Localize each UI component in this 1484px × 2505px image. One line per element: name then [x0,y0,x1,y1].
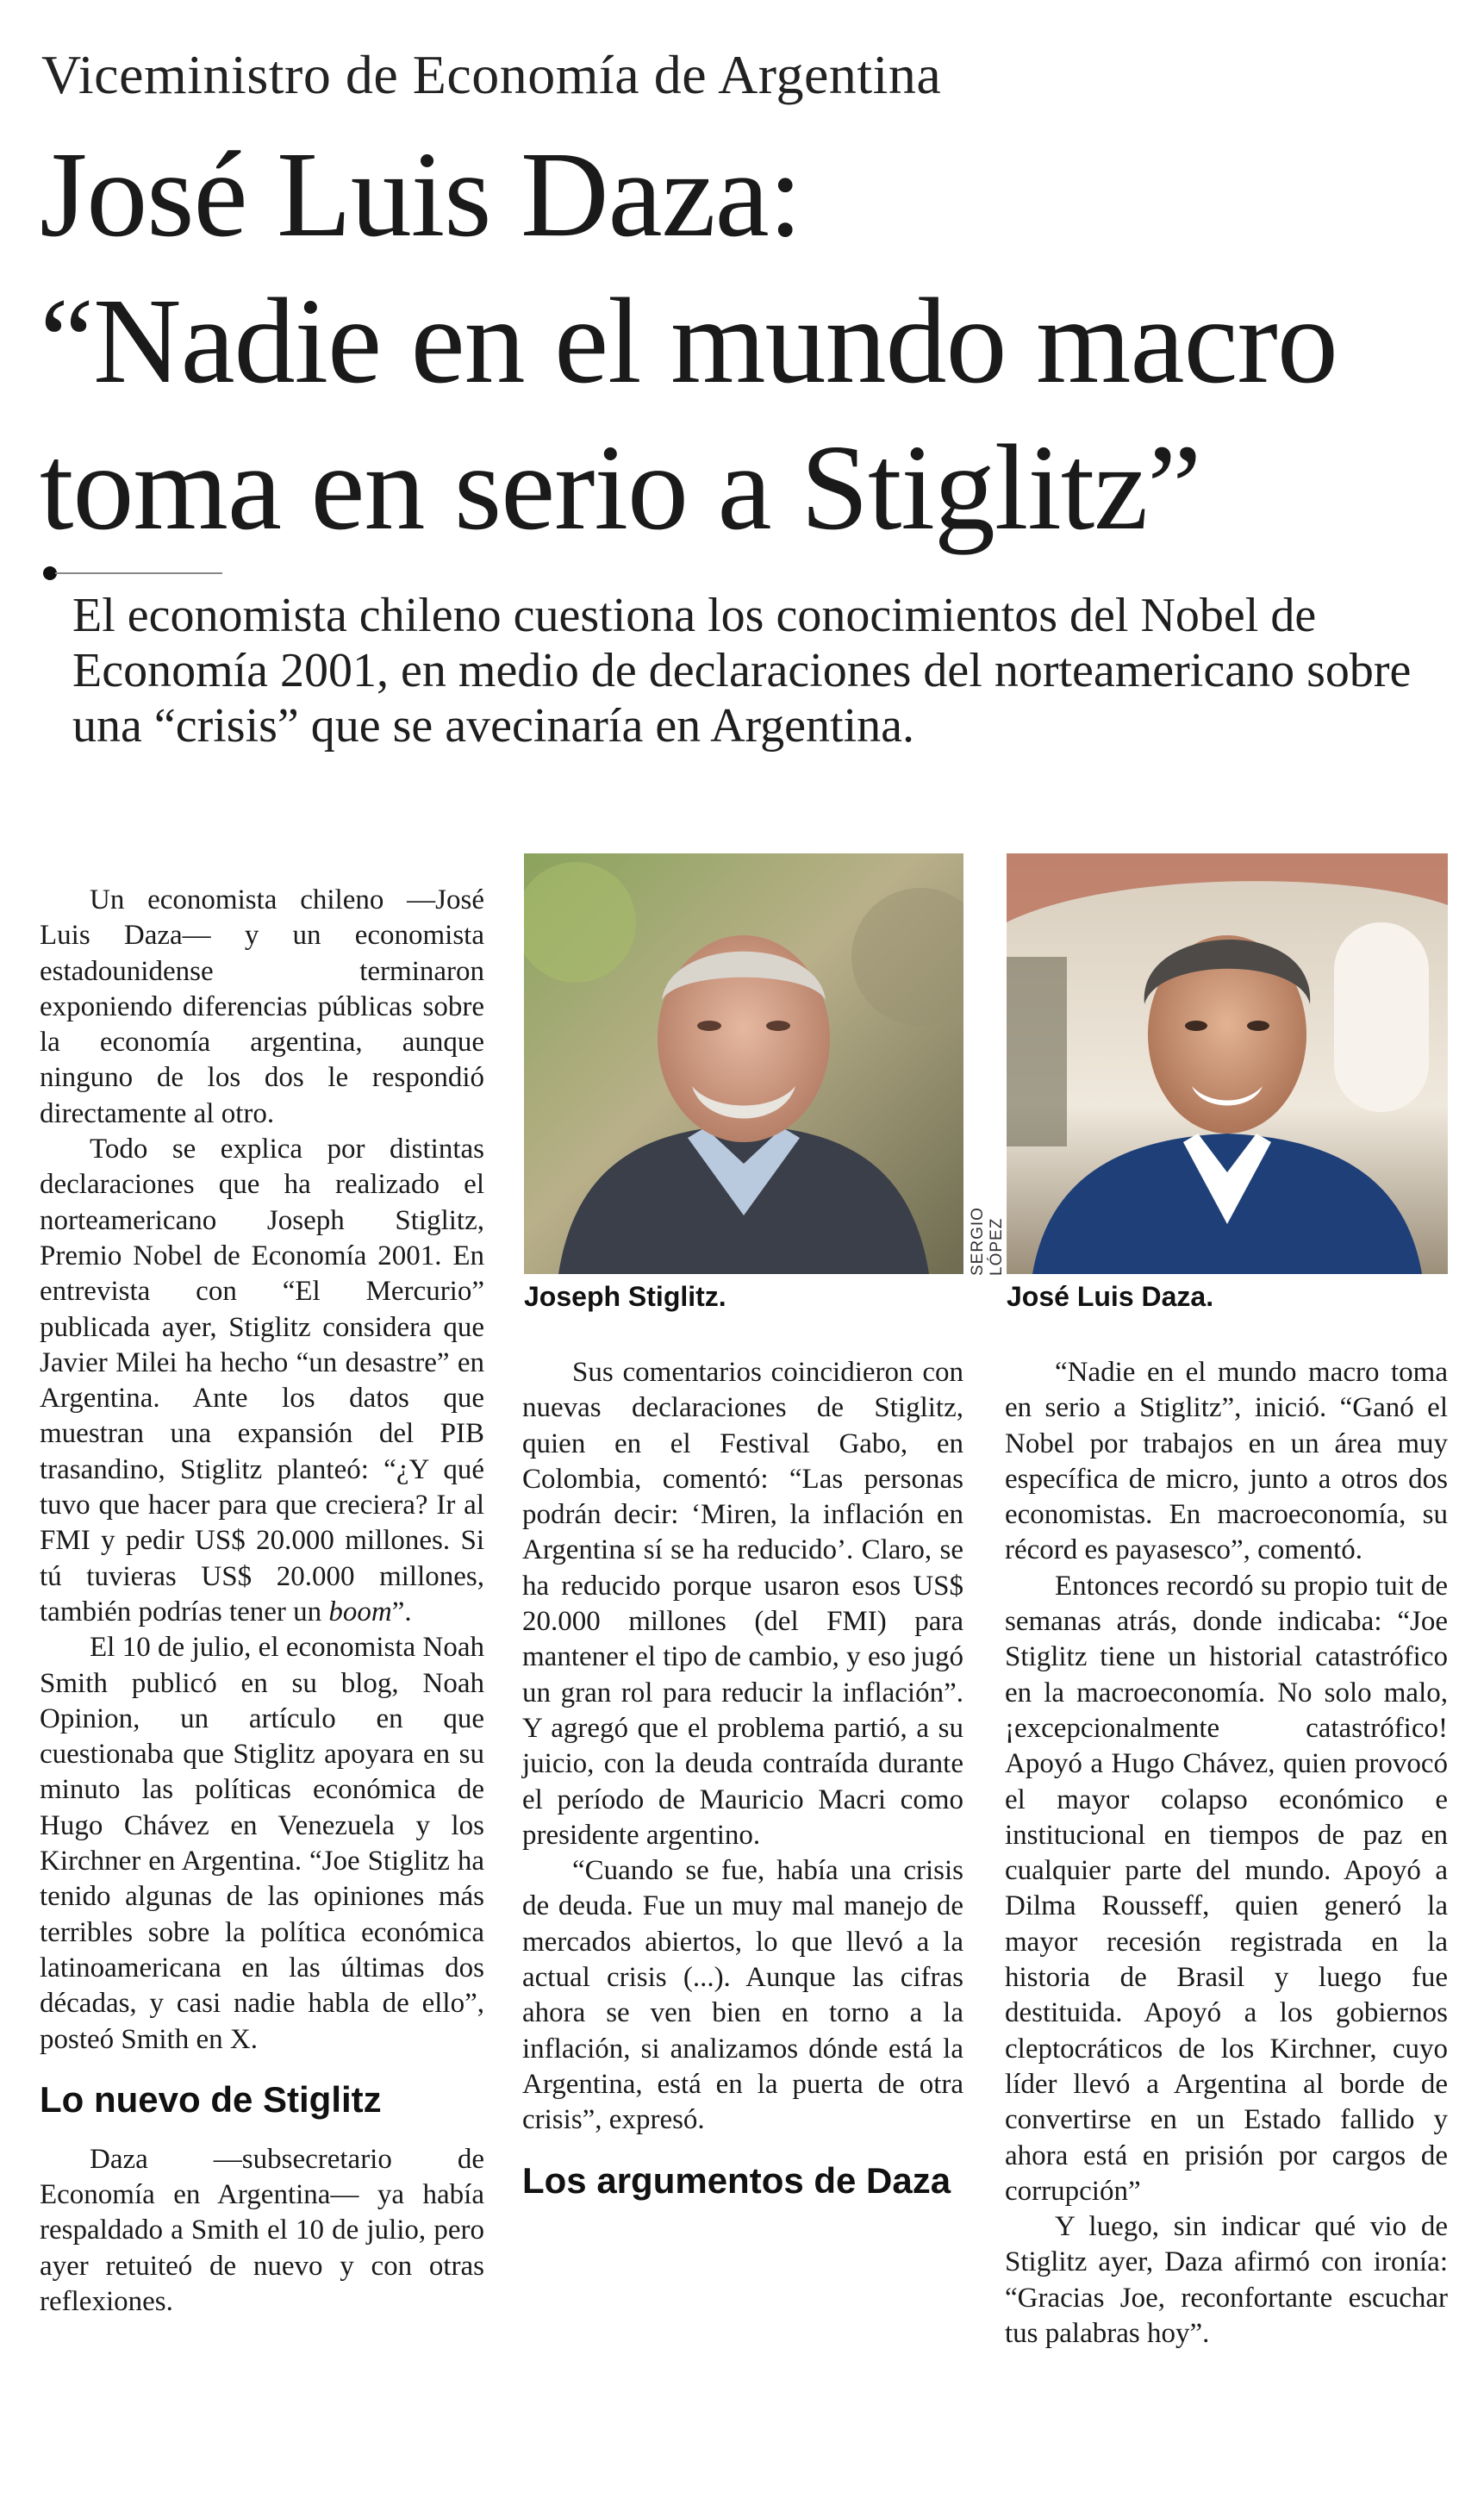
article-column-3 [1005,1355,1448,2352]
headline-line-1: José Luis Daza: [40,126,802,262]
photo-credit: SERGIO LÓPEZ [969,1207,1006,1276]
paragraph-text-end: ”. [391,1596,412,1627]
article-column-1 [40,883,484,2320]
paragraph: Sus comentarios coincidieron con nuevas declaraciones de Stiglitz, quien en el Festival Gabo, en Colombia, comentó: “Las personas podrán decir: ‘Miren, la inflación en Argentina sí se ha reducido’. Claro, se ha reducido porque usaron esos US$ 20.000 millones (del FMI) para mantener el tipo de cambio, y eso jugó un gran rol para reducir la inflación”. Y agregó que el problema partió, a su juicio, con la deuda contraída durante el período de Mauricio Macri como presidente argentino. [522,1357,963,1851]
deck-divider [55,572,222,574]
emphasis-boom: boom [328,1596,392,1627]
headline-line-2: “Nadie en el mundo macro [40,272,1337,409]
headline-line-3: toma en serio a Stiglitz” [40,419,1201,555]
subhead-argumentos: Los argumentos de Daza [522,2159,951,2201]
caption-daza: José Luis Daza. [1007,1281,1214,1312]
headline [40,121,1453,560]
paragraph: Daza —subsecretario de Economía en Argentina— ya había respaldado a Smith el 10 de julio, pero ayer retuiteó de nuevo y con otras reflexiones. [40,2143,484,2317]
paragraph: “Cuando se fue, había una crisis de deuda. Fue un muy mal manejo de mercados abiertos, lo que llevó a la actual crisis (...). Aunque las cifras ahora se ven bien en torno a la inflación, si analizamos dónde está la Argentina, está en la puerta de otra crisis”, expresó. [522,1855,963,2136]
paragraph: Y luego, sin indicar qué vio de Stiglitz ayer, Daza afirmó con ironía: “Gracias Joe, reconfortante escuchar tus palabras hoy”. [1005,2211,1448,2350]
paragraph: Entonces recordó su propio tuit de semanas atrás, donde indicaba: “Joe Stiglitz tiene un historial catastrófico en la macroeconomía. No solo malo, ¡excepcionalmente catastrófico! Apoyó a Hugo Chávez, quien provocó el mayor colapso económico e institucional en tiempos de paz en cualquier parte del mundo. Apoyó a Dilma Rousseff, quien generó la mayor recesión registrada en la historia de Brasil y luego fue destituida. Apoyó a los gobiernos cleptocráticos de los Kirchner, cuyo líder llevó a Argentina al borde de convertirse en un Estado fallido y ahora está en prisión por cargos de corrupción” [1005,1570,1448,2207]
photo-daza [1007,853,1448,1274]
paragraph: Un economista chileno —José Luis Daza— y un economista estadounidense terminaron exponiendo diferencias públicas sobre la economía argentina, aunque ninguno de los dos le respondió directamente al otro. [40,884,484,1129]
subhead-lo-nuevo: Lo nuevo de Stiglitz [40,2078,382,2120]
deck: El economista chileno cuestiona los conocimientos del Nobel de Economía 2001, en medio de declaraciones del norteamericano sobre una “crisis” que se avecinaría en Argentina. [72,589,1412,753]
article-column-2 [522,1355,963,2223]
paragraph [40,1132,484,1630]
paragraph-text: Todo se explica por distintas declaraciones que ha realizado el norteamericano Joseph Stiglitz, Premio Nobel de Economía 2001. En entrevista con “El Mercurio” publicada ayer, Stiglitz considera que Javier Milei ha hecho “un desastre” en Argentina. Ante los datos que muestran una expansión del PIB trasandino, Stiglitz planteó: “¿Y qué tuvo que hacer para que creciera? Ir al FMI y pedir US$ 20.000 millones. Si tú tuvieras US$ 20.000 millones, también podrías tener un [40,1134,484,1627]
paragraph: “Nadie en el mundo macro toma en serio a Stiglitz”, inició. “Ganó el Nobel por trabajos en un área muy específica de micro, junto a otros dos economistas. En macroeconomía, su récord es payasesco”, comentó. [1005,1357,1448,1566]
kicker: Viceministro de Economía de Argentina [41,44,942,105]
caption-stiglitz: Joseph Stiglitz. [524,1281,726,1312]
paragraph: El 10 de julio, el economista Noah Smith publicó en su blog, Noah Opinion, un artículo en que cuestionaba que Stiglitz apoyara en su minuto las políticas económica de Hugo Chávez en Venezuela y los Kirchner en Argentina. “Joe Stiglitz ha tenido algunas de las opiniones más terribles sobre la política económica latinoamericana en las últimas dos décadas, y casi nadie habla de ello”, posteó Smith en X. [40,1632,484,2055]
photo-stiglitz [524,853,963,1274]
